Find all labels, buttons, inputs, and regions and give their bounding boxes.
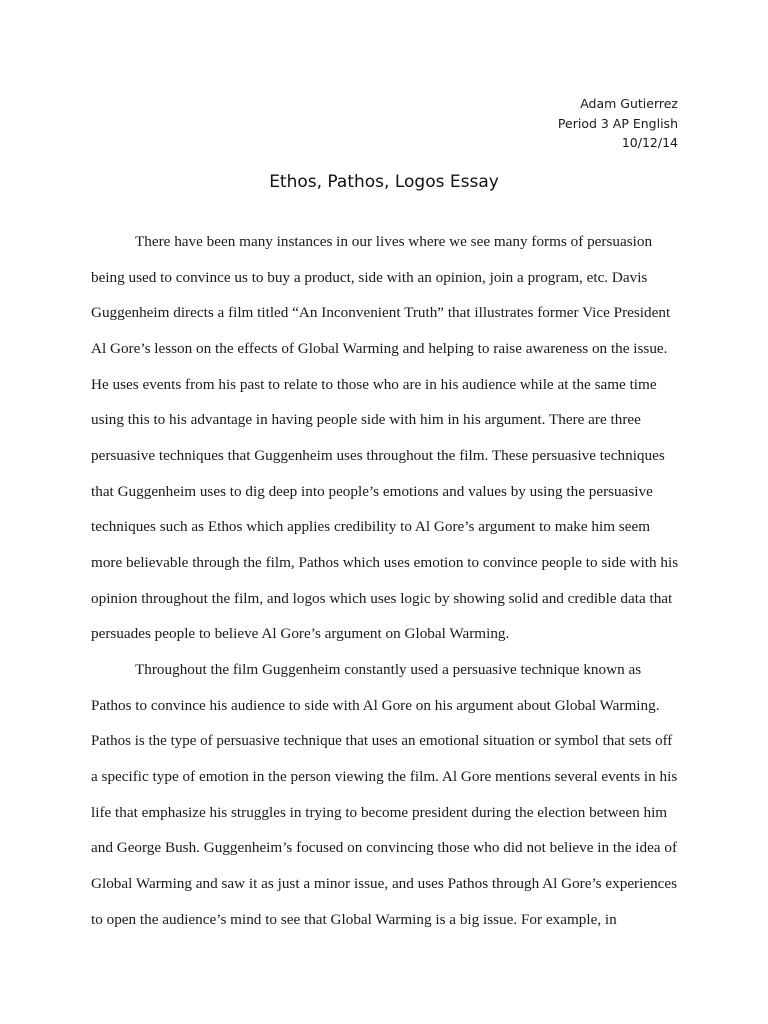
paragraph-line: using this to his advantage in having people side with him in his argument. There are three xyxy=(91,411,641,428)
paragraph-line: to open the audience’s mind to see that Global Warming is a big issue. For example, in xyxy=(91,911,617,928)
essay-title: Ethos, Pathos, Logos Essay xyxy=(269,172,499,192)
paragraph-line: Throughout the film Guggenheim constantly used a persuasive technique known as xyxy=(135,661,642,678)
paragraph-line: Al Gore’s lesson on the effects of Global Warming and helping to raise awareness on the issue. xyxy=(91,340,668,357)
paragraph-line: more believable through the film, Pathos which uses emotion to convince people to side with his xyxy=(91,554,679,571)
paragraph-line: opinion throughout the film, and logos which uses logic by showing solid and credible data that xyxy=(91,590,673,607)
paragraph-line: Pathos is the type of persuasive technique that uses an emotional situation or symbol that sets off xyxy=(91,733,673,749)
paragraph-line: persuades people to believe Al Gore’s argument on Global Warming. xyxy=(91,625,510,642)
essay-header xyxy=(558,94,678,153)
paragraph-line: Guggenheim directs a film titled “An Inconvenient Truth” that illustrates former Vice President xyxy=(91,304,671,321)
paragraph-line: Pathos to convince his audience to side with Al Gore on his argument about Global Warming. xyxy=(91,697,660,714)
essay-date: 10/12/14 xyxy=(621,135,678,150)
paragraph-line: There have been many instances in our lives where we see many forms of persuasion xyxy=(135,233,653,250)
class-period: Period 3 AP English xyxy=(557,115,678,131)
author-name: Adam Gutierrez xyxy=(580,96,678,111)
paragraph-line: Global Warming and saw it as just a minor issue, and uses Pathos through Al Gore’s experiences xyxy=(91,875,678,892)
paragraph-line: He uses events from his past to relate to those who are in his audience while at the same time xyxy=(91,376,657,393)
paragraph-line: persuasive techniques that Guggenheim uses throughout the film. These persuasive techniques xyxy=(91,447,665,464)
paragraph-line: and George Bush. Guggenheim’s focused on convincing those who did not believe in the idea of xyxy=(91,839,678,856)
paragraph-line: life that emphasize his struggles in trying to become president during the election between him xyxy=(91,804,668,821)
paragraph-line: a specific type of emotion in the person viewing the film. Al Gore mentions several events in his xyxy=(91,768,678,785)
paragraph-line: being used to convince us to buy a product, side with an opinion, join a program, etc. Davis xyxy=(91,269,648,286)
paragraph-line: techniques such as Ethos which applies credibility to Al Gore’s argument to make him seem xyxy=(91,518,651,535)
paragraph-line: that Guggenheim uses to dig deep into people’s emotions and values by using the persuasive xyxy=(91,483,653,500)
